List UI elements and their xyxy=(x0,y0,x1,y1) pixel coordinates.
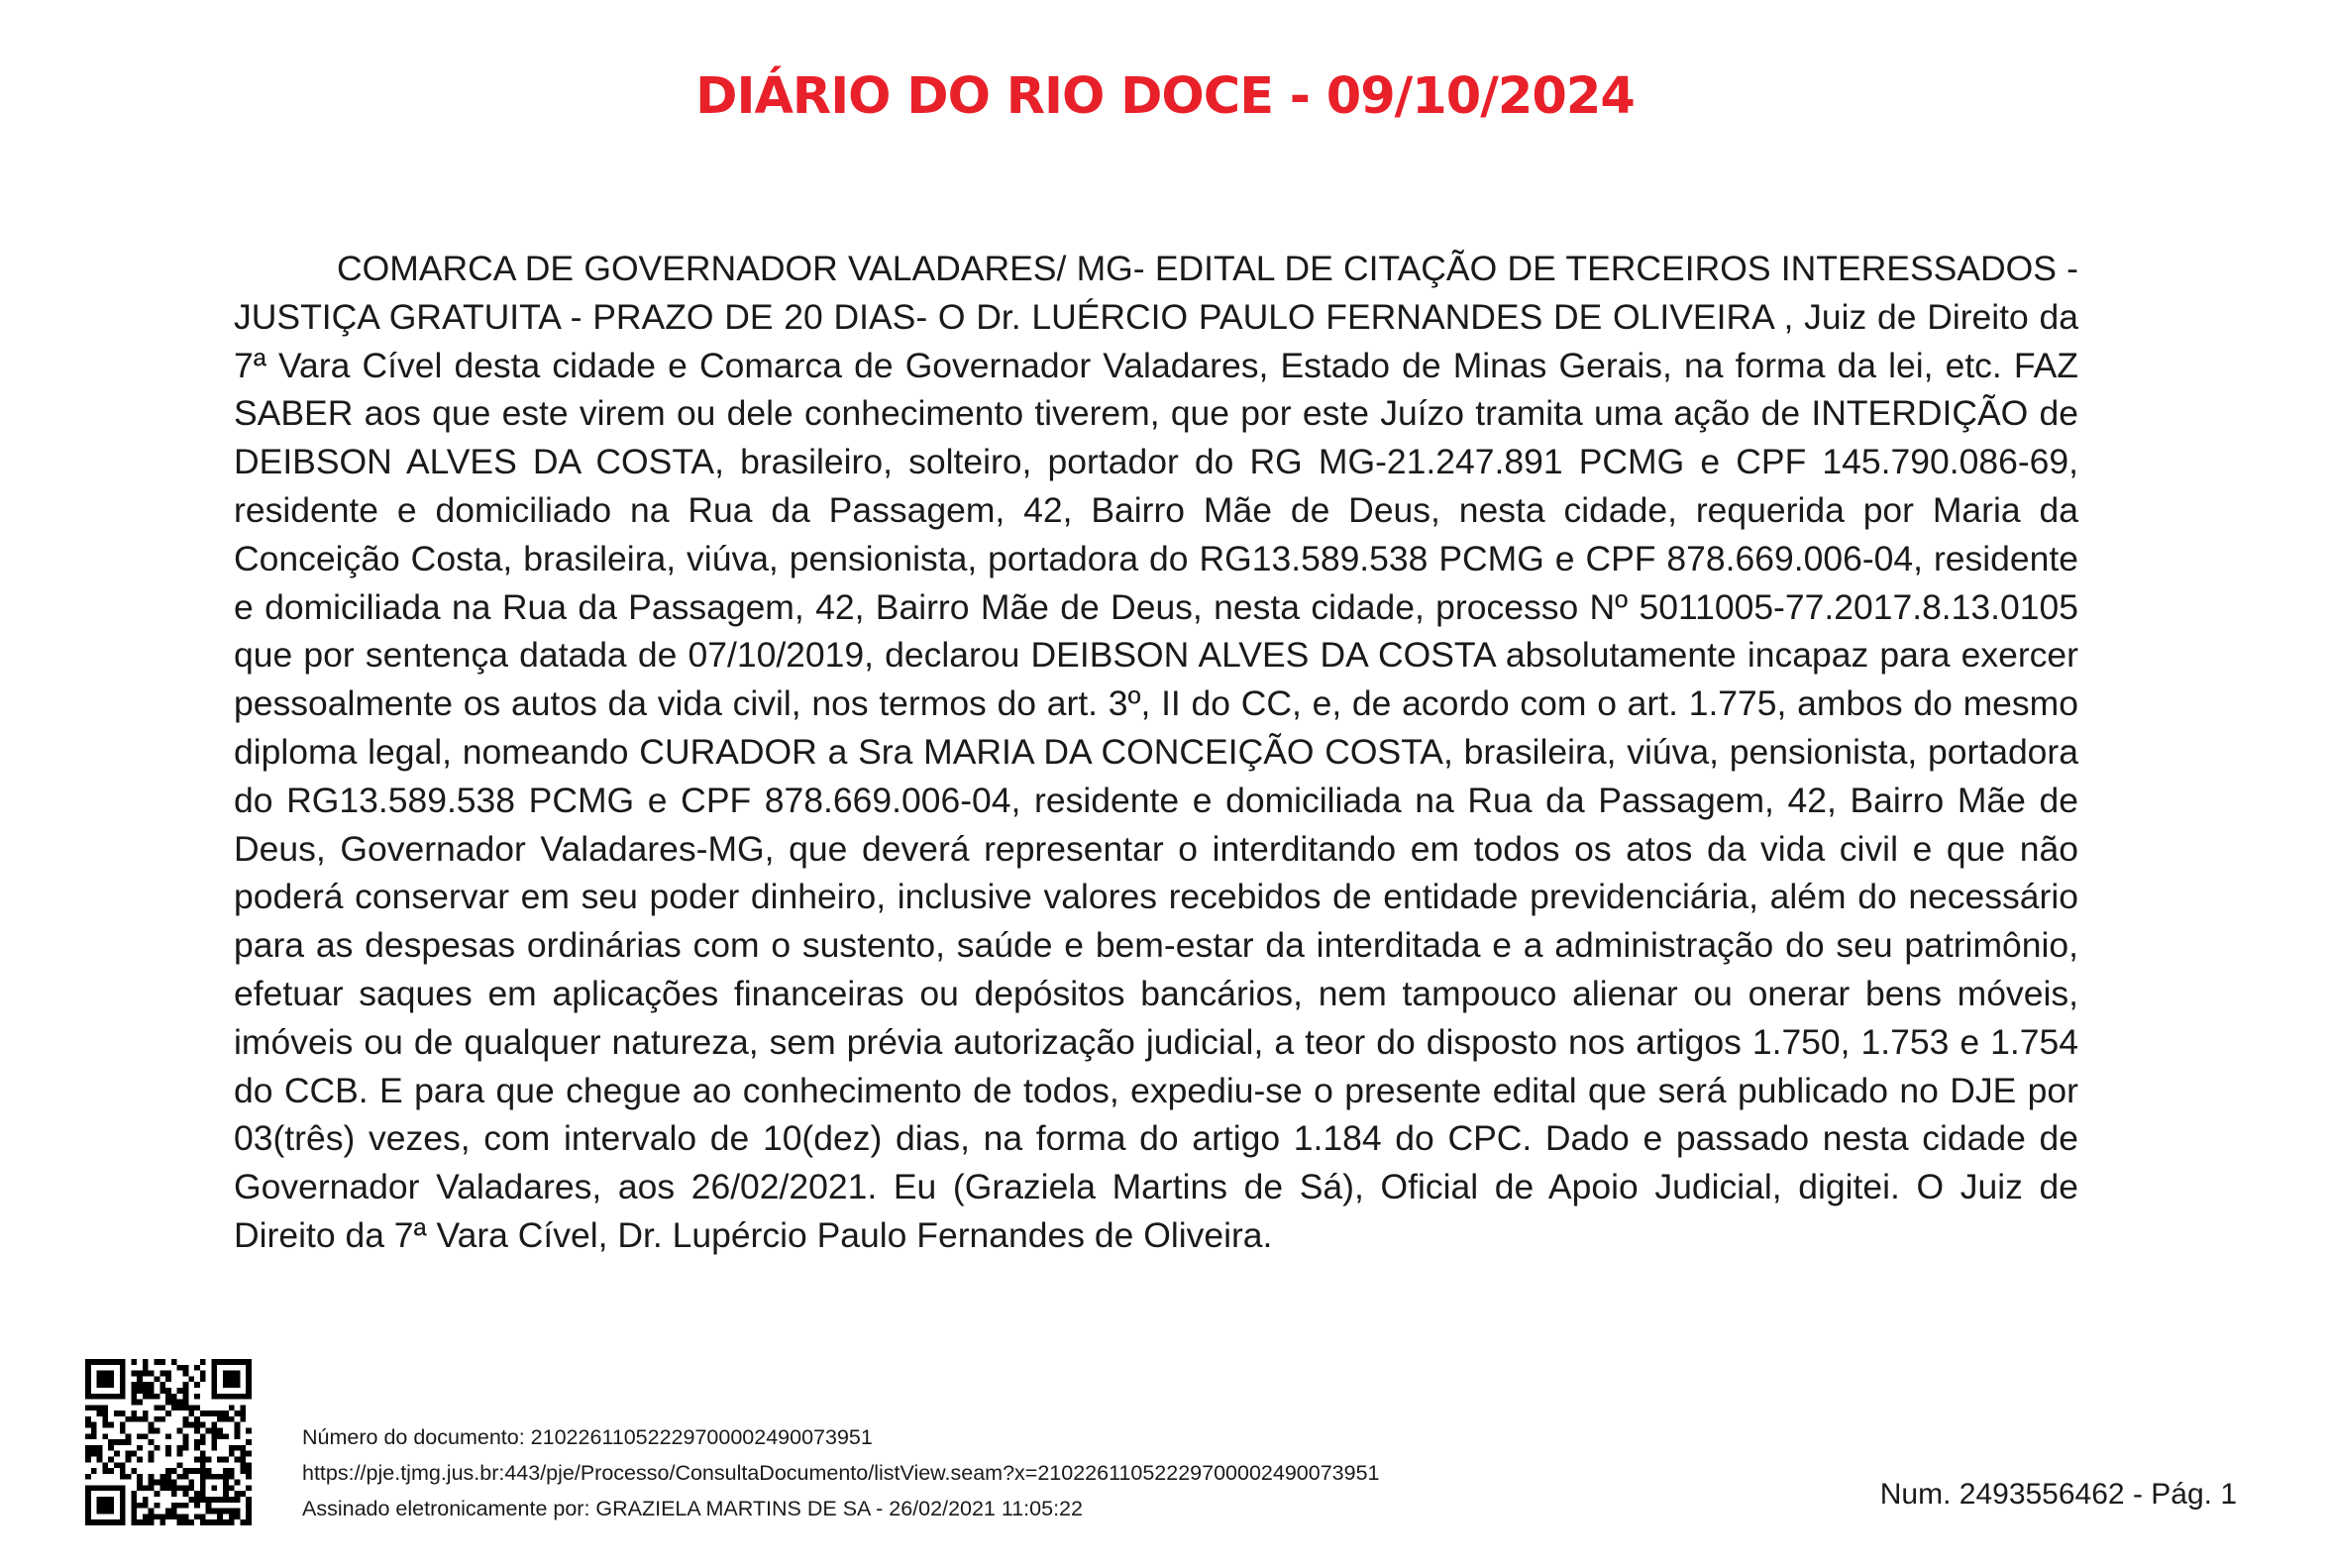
qr-code-icon xyxy=(85,1359,252,1525)
page-title: DIÁRIO DO RIO DOCE - 09/10/2024 xyxy=(695,67,1635,126)
edital-text: COMARCA DE GOVERNADOR VALADARES/ MG- EDITAL DE CITAÇÃO DE TERCEIROS INTERESSADOS - JUSTIÇA GRATUITA - PRAZO DE 20 DIAS- O Dr. LUÉRCIO PAULO FERNANDES DE OLIVEIRA , Juiz de Direito da 7ª Vara Cível desta cidade e Comarca de Governador Valadares, Estado de Minas Gerais, na forma da lei, etc. FAZ SABER aos que este virem ou dele conhecimento tiverem, que por este Juízo tramita uma ação de INTERDIÇÃO de DEIBSON ALVES DA COSTA, brasileiro, solteiro, portador do RG MG-21.247.891 PCMG e CPF 145.790.086-69, residente e domiciliado na Rua da Passagem, 42, Bairro Mãe de Deus, nesta cidade, requerida por Maria da Conceição Costa, brasileira, viúva, pensionista, portadora do RG13.589.538 PCMG e CPF 878.669.006-04, residente e domiciliada na Rua da Passagem, 42, Bairro Mãe de Deus, nesta cidade, processo Nº 5011005-77.2017.8.13.0105 que por sentença datada de 07/10/2019, declarou DEIBSON ALVES DA COSTA absolutamente incapaz para exercer pessoalmente os autos da vida civil, nos termos do art. 3º, II do CC, e, de acordo com o art. 1.775, ambos do mesmo diploma legal, nomeando CURADOR a Sra MARIA DA CONCEIÇÃO COSTA, brasileira, viúva, pensionista, portadora do RG13.589.538 PCMG e CPF 878.669.006-04, residente e domiciliada na Rua da Passagem, 42, Bairro Mãe de Deus, Governador Valadares-MG, que deverá representar o interditando em todos os atos da vida civil e que não poderá conservar em seu poder dinheiro, inclusive valores recebidos de entidade previdenciária, além do necessário para as despesas ordinárias com o sustento, saúde e bem-estar da interditada e a administração do seu patrimônio, efetuar saques em aplicações financeiras ou depósitos bancários, nem tampouco alienar ou onerar bens móveis, imóveis ou de qualquer natureza, sem prévia autorização judicial, a teor do disposto nos artigos 1.750, 1.753 e 1.754 do CCB. E para que chegue ao conhecimento de todos, expediu-se o presente edital que será publicado no DJE por 03(três) vezes, com intervalo de 10(dez) dias, na forma do artigo 1.184 do CPC. Dado e passado nesta cidade de Governador Valadares, aos 26/02/2021. Eu (Graziela Martins de Sá), Oficial de Apoio Judicial, digitei. O Juiz de Direito da 7ª Vara Cível, Dr. Lupércio Paulo Fernandes de Oliveira. xyxy=(234,249,2078,1255)
document-url[interactable]: https://pje.tjmg.jus.br:443/pje/Processo/ConsultaDocumento/listView.seam?x=21022611052229700002490073951 xyxy=(302,1461,1380,1485)
document-metadata xyxy=(302,1419,1380,1526)
document-number: Número do documento: 21022611052229700002490073951 xyxy=(302,1425,873,1449)
page-number: Num. 2493556462 - Pág. 1 xyxy=(1879,1478,2237,1511)
signature-line: Assinado eletronicamente por: GRAZIELA MARTINS DE SA - 26/02/2021 11:05:22 xyxy=(302,1497,1083,1520)
